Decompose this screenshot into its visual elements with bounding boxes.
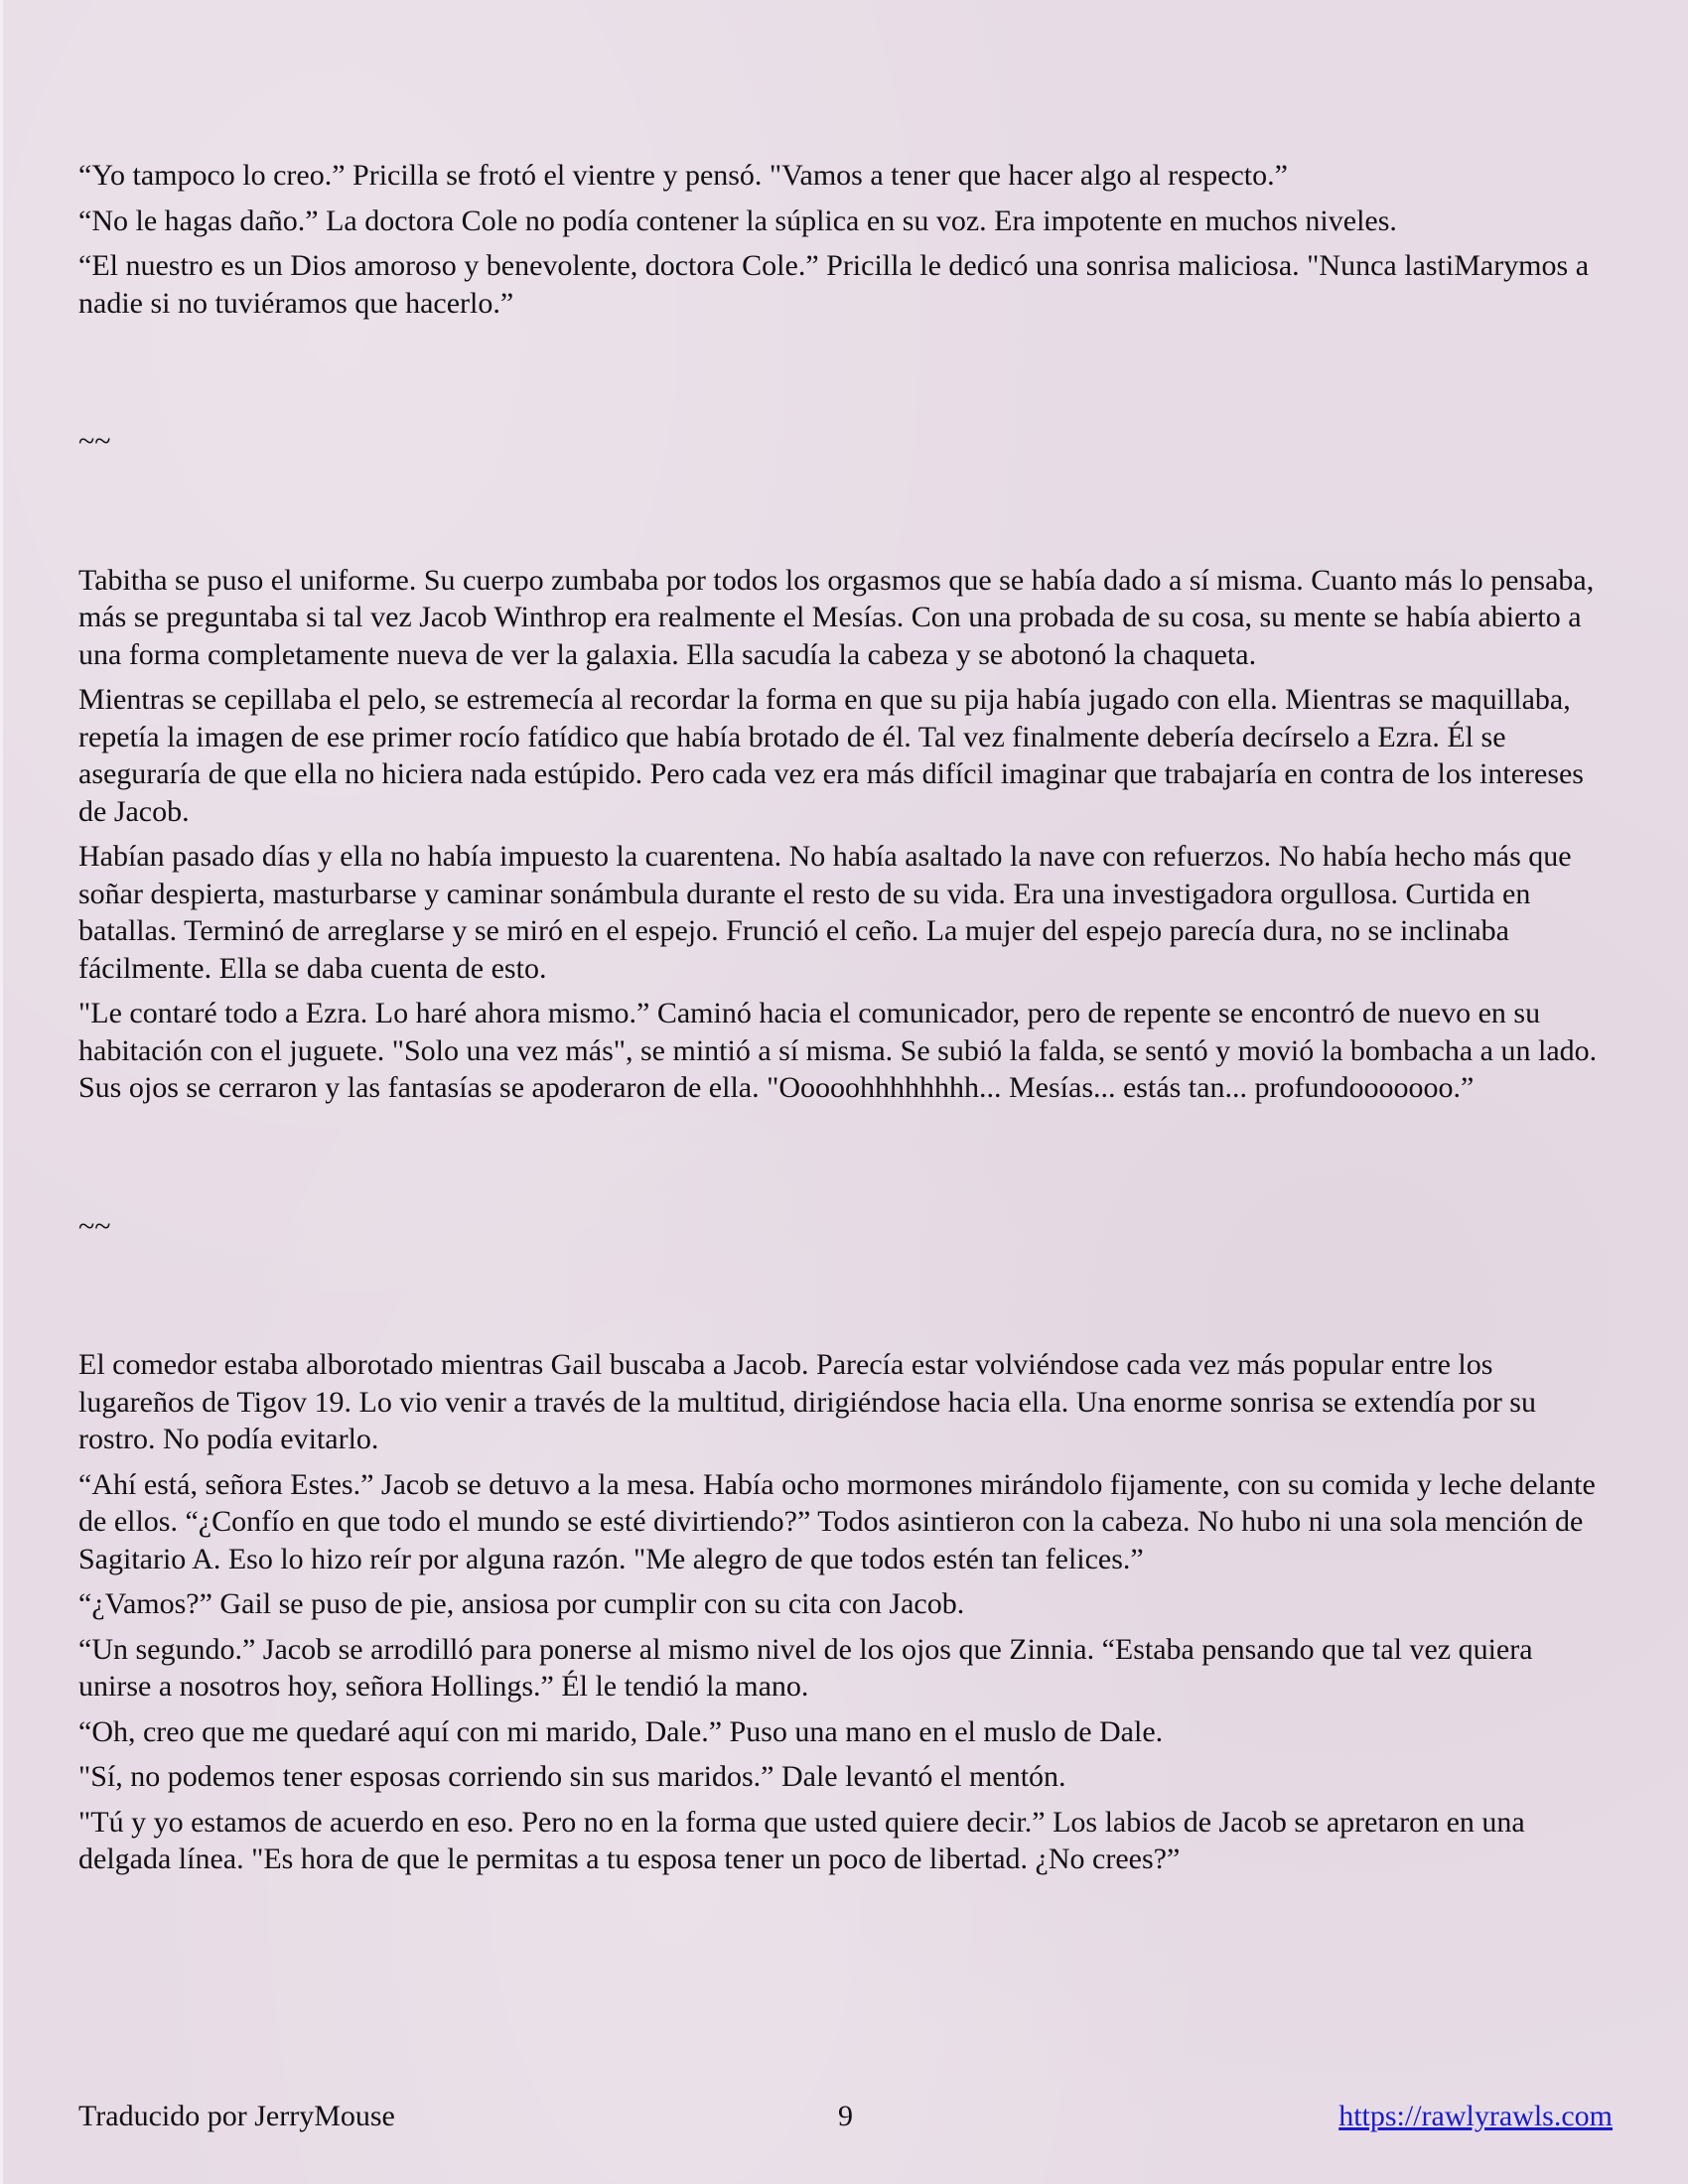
website-link[interactable]: https://rawlyrawls.com bbox=[1338, 2100, 1613, 2132]
paragraph: El comedor estaba alborotado mientras Gail buscaba a Jacob. Parecía estar volviéndose cada vez más popular entre los lugareños de Tigov 19. Lo vio venir a través de la multitud, dirigiéndose hacia ella. Una enorme sonrisa se extendía por su rostro. No podía evitarlo. bbox=[78, 1348, 1536, 1455]
scene-separator: ~~ bbox=[78, 425, 111, 458]
translator-credit: Traducido por JerryMouse bbox=[78, 2100, 395, 2132]
paragraph: “No le hagas daño.” La doctora Cole no podía contener la súplica en su voz. Era impotente en muchos niveles. bbox=[78, 204, 1397, 237]
paragraph: “Oh, creo que me quedaré aquí con mi marido, Dale.” Puso una mano en el muslo de Dale. bbox=[78, 1714, 1164, 1748]
paragraph: “Un segundo.” Jacob se arrodilló para ponerse al mismo nivel de los ojos que Zinnia. “Estaba pensando que tal vez quiera unirse a nosotros hoy, señora Hollings.” Él le tendió la mano. bbox=[78, 1632, 1533, 1703]
paragraph: “Ahí está, señora Estes.” Jacob se detuvo a la mesa. Había ocho mormones mirándolo fijamente, con su comida y leche delante de ellos. “¿Confío en que todo el mundo se esté divirtiendo?” Todos asintieron con la cabeza. No hubo ni una sola mención de Sagitario A. Eso lo hizo reír por alguna razón. "Me alegro de que todos estén tan felices.” bbox=[78, 1467, 1596, 1575]
section-3 bbox=[78, 1346, 1613, 1878]
section-2 bbox=[78, 562, 1613, 1107]
paragraph: "Tú y yo estamos de acuerdo en eso. Pero no en la forma que usted quiere decir.” Los labios de Jacob se apretaron en una delgada línea. "Es hora de que le permitas a tu esposa tener un poco de libertad. ¿No crees?” bbox=[78, 1805, 1525, 1875]
page-edge bbox=[0, 0, 3, 2184]
paragraph: “¿Vamos?” Gail se puso de pie, ansiosa por cumplir con su cita con Jacob. bbox=[78, 1587, 965, 1620]
document-body bbox=[78, 157, 1613, 1886]
paragraph: Mientras se cepillaba el pelo, se estremecía al recordar la forma en que su pija había jugado con ella. Mientras se maquillaba, repetía la imagen de ese primer rocío fatídico que había brotado de él. Tal vez finalmente debería decírselo a Ezra. Él se aseguraría de que ella no hiciera nada estúpido. Pero cada vez era más difícil imaginar que trabajaría en contra de los intereses de Jacob. bbox=[78, 683, 1584, 828]
paragraph: “Yo tampoco lo creo.” Pricilla se frotó el vientre y pensó. "Vamos a tener que hacer algo al respecto.” bbox=[78, 159, 1288, 192]
paragraph: "Sí, no podemos tener esposas corriendo sin sus maridos.” Dale levantó el mentón. bbox=[78, 1760, 1066, 1793]
paragraph: Tabitha se puso el uniforme. Su cuerpo zumbaba por todos los orgasmos que se había dado a sí misma. Cuanto más lo pensaba, más se preguntaba si tal vez Jacob Winthrop era realmente el Mesías. Con una probada de su cosa, su mente se había abierto a una forma completamente nueva de ver la galaxia. Ella sacudía la cabeza y se abotonó la chaqueta. bbox=[78, 563, 1595, 671]
page-number: 9 bbox=[838, 2100, 853, 2132]
paragraph: "Le contaré todo a Ezra. Lo haré ahora mismo.” Caminó hacia el comunicador, pero de repente se encontró de nuevo en su habitación con el juguete. "Solo una vez más", se mintió a sí misma. Se subió la falda, se sentó y movió la bombacha a un lado. Sus ojos se cerraron y las fantasías se apoderaron de ella. "Ooooohhhhhhhh... Mesías... estás tan... profundooooooo.” bbox=[78, 997, 1598, 1104]
section-1 bbox=[78, 157, 1613, 322]
paragraph: Habían pasado días y ella no había impuesto la cuarentena. No había asaltado la nave con refuerzos. No había hecho más que soñar despierta, masturbarse y caminar sonámbula durante el resto de su vida. Era una investigadora orgullosa. Curtida en batallas. Terminó de arreglarse y se miró en el espejo. Frunció el ceño. La mujer del espejo parecía dura, no se inclinaba fácilmente. Ella se daba cuenta de esto. bbox=[78, 840, 1572, 985]
scene-separator: ~~ bbox=[78, 1209, 111, 1243]
paragraph: “El nuestro es un Dios amoroso y benevolente, doctora Cole.” Pricilla le dedicó una sonrisa maliciosa. "Nunca lastiMarymos a nadie si no tuviéramos que hacerlo.” bbox=[78, 249, 1590, 320]
page-footer bbox=[78, 2098, 1613, 2135]
